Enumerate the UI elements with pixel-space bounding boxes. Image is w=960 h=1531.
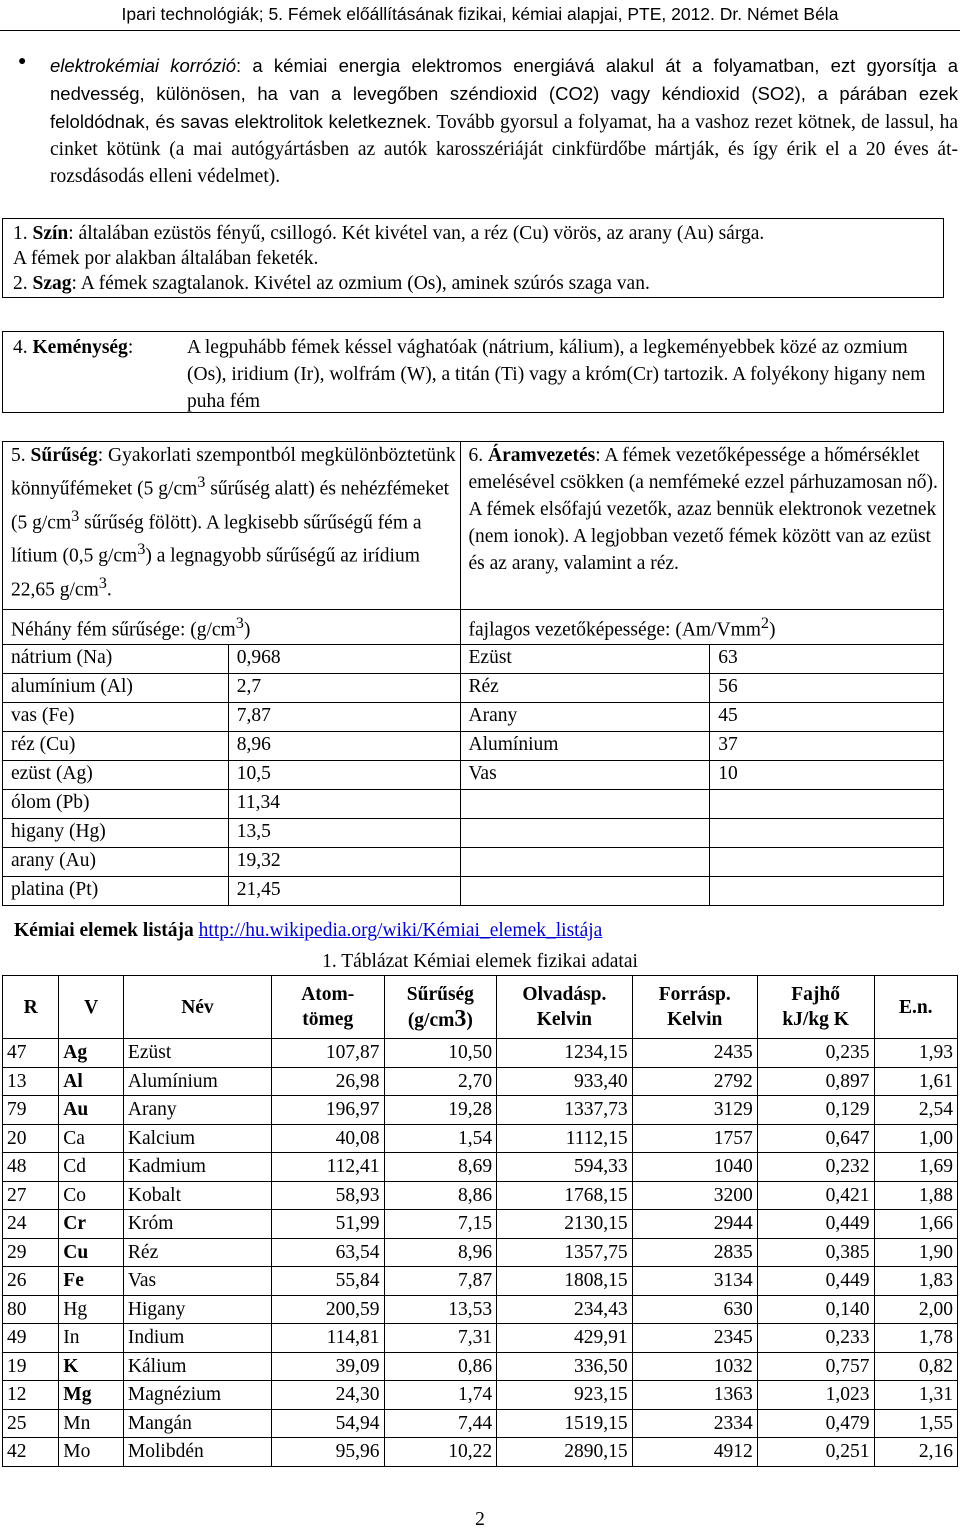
- empty-cell: [710, 876, 944, 905]
- element-density: 13,53: [384, 1295, 497, 1324]
- element-number: 26: [3, 1267, 59, 1296]
- density-conductivity-table: [2, 441, 944, 906]
- header-density-1: Sűrűség: [406, 983, 474, 1005]
- element-symbol: Fe: [59, 1267, 124, 1296]
- element-number: 42: [3, 1438, 59, 1467]
- element-name: Kobalt: [123, 1181, 271, 1210]
- smell-line: [13, 271, 943, 296]
- element-electronegativity: 0,82: [874, 1352, 957, 1381]
- element-boiling-point: 2435: [632, 1039, 757, 1068]
- element-density: 10,50: [384, 1039, 497, 1068]
- element-atomic-mass: 107,87: [271, 1039, 384, 1068]
- element-number: 29: [3, 1238, 59, 1267]
- page-header: Ipari technológiák; 5. Fémek előállításának fizikai, kémiai alapjai, PTE, 2012. Dr. Német Béla: [0, 0, 960, 31]
- element-number: 25: [3, 1409, 59, 1438]
- density-title-sup: 3: [235, 614, 244, 632]
- header-melting-1: Olvadásp.: [522, 984, 607, 1005]
- element-boiling-point: 2334: [632, 1409, 757, 1438]
- element-number: 49: [3, 1324, 59, 1353]
- density-metal-name: arany (Au): [3, 847, 229, 876]
- element-atomic-mass: 63,54: [271, 1238, 384, 1267]
- element-electronegativity: 1,31: [874, 1381, 957, 1410]
- element-melting-point: 1112,15: [497, 1124, 633, 1153]
- conductivity-table-title: [460, 610, 943, 645]
- conductivity-title-sup: 2: [760, 614, 770, 632]
- element-specific-heat: 0,251: [757, 1438, 874, 1467]
- element-specific-heat: 0,897: [757, 1067, 874, 1096]
- element-specific-heat: 0,232: [757, 1153, 874, 1182]
- element-boiling-point: 1363: [632, 1381, 757, 1410]
- elements-table: [2, 975, 958, 1467]
- element-atomic-mass: 112,41: [271, 1153, 384, 1182]
- element-melting-point: 1234,15: [497, 1039, 633, 1068]
- header-density-unit: (g/cm: [407, 1009, 455, 1031]
- element-specific-heat: 0,449: [757, 1267, 874, 1296]
- header-density-close: ): [466, 1009, 473, 1031]
- color-smell-box: [2, 218, 944, 298]
- element-number: 24: [3, 1210, 59, 1239]
- element-name: Higany: [123, 1295, 271, 1324]
- hardness-colon: :: [127, 337, 134, 358]
- conductivity-metal-name: Arany: [460, 702, 710, 731]
- table-row: [3, 1124, 958, 1153]
- corrosion-text-serif: Tovább gyorsul a folyamat, ha a vashoz rezet kötnek, de lassul, ha cinket kötünk (a mai autógyártásben az autók karosszériáját cinkfürdőbe mártják, és így érik el a 20 éves át-rozsdásodás elleni védelmet).: [50, 112, 958, 187]
- element-boiling-point: 630: [632, 1295, 757, 1324]
- element-number: 80: [3, 1295, 59, 1324]
- density-value: 21,45: [228, 876, 460, 905]
- table-row: [3, 760, 944, 789]
- density-value: 7,87: [228, 702, 460, 731]
- element-specific-heat: 0,757: [757, 1352, 874, 1381]
- element-name: Arany: [123, 1096, 271, 1125]
- elements-header-row: [3, 976, 958, 1039]
- header-boiling-point: [632, 976, 757, 1039]
- element-melting-point: 1808,15: [497, 1267, 633, 1296]
- conductivity-text: : A fémek vezetőképessége a hőmérséklet emelésével csökken (a nemfémeké ezzel párhuzamosan nő). A fémek elsőfajú vezetők, azaz bennük elektronok vezetnek (nem ionok). A legjobban vezető fémek között van az ezüst és az arany, valamint a réz.: [468, 445, 938, 574]
- header-specific-heat: [757, 976, 874, 1039]
- element-density: 1,54: [384, 1124, 497, 1153]
- header-density-sup: 3: [454, 1005, 467, 1032]
- density-sup-4: 3: [98, 573, 107, 592]
- element-density: 0,86: [384, 1352, 497, 1381]
- element-melting-point: 1519,15: [497, 1409, 633, 1438]
- element-number: 19: [3, 1352, 59, 1381]
- density-p5: .: [106, 579, 112, 600]
- header-r: R: [3, 976, 59, 1039]
- conductivity-metal-name: Alumínium: [460, 731, 710, 760]
- density-value: 8,96: [228, 731, 460, 760]
- element-name: Vas: [123, 1267, 271, 1296]
- density-sup-2: 3: [71, 506, 80, 525]
- element-symbol: In: [59, 1324, 124, 1353]
- conductivity-value: 63: [710, 644, 944, 673]
- element-atomic-mass: 54,94: [271, 1409, 384, 1438]
- element-density: 7,44: [384, 1409, 497, 1438]
- corrosion-text-sans: : a kémiai energia elektromos energiává alakul át a folyamatban, ezt gyorsítja a nedvesség, különösen, ha van a levegőben széndioxid (CO2) vagy kéndioxid (SO2), a párában ezek feloldódnak, és savas elektrolitok keletkeznek.: [50, 55, 958, 132]
- element-electronegativity: 1,00: [874, 1124, 957, 1153]
- elements-list-label: Kémiai elemek listája: [14, 920, 194, 941]
- element-symbol: Co: [59, 1181, 124, 1210]
- density-title-end: ): [243, 619, 251, 641]
- table-row: [3, 731, 944, 760]
- element-symbol: Mg: [59, 1381, 124, 1410]
- table-row: [3, 1181, 958, 1210]
- color-label: Szín: [32, 223, 69, 244]
- element-number: 12: [3, 1381, 59, 1410]
- element-number: 13: [3, 1067, 59, 1096]
- density-table-title: [3, 610, 461, 645]
- density-metal-name: platina (Pt): [3, 876, 229, 905]
- element-specific-heat: 0,129: [757, 1096, 874, 1125]
- element-melting-point: 594,33: [497, 1153, 633, 1182]
- element-name: Réz: [123, 1238, 271, 1267]
- element-electronegativity: 1,55: [874, 1409, 957, 1438]
- table-caption: 1. Táblázat Kémiai elemek fizikai adatai: [322, 951, 638, 972]
- element-density: 10,22: [384, 1438, 497, 1467]
- color-num: 1.: [13, 223, 33, 244]
- elements-list-line: [14, 920, 602, 942]
- density-label: Sűrűség: [30, 445, 98, 466]
- density-paragraph: [3, 442, 461, 610]
- element-electronegativity: 1,69: [874, 1153, 957, 1182]
- density-value: 13,5: [228, 818, 460, 847]
- corrosion-paragraph: [50, 52, 958, 190]
- element-electronegativity: 1,88: [874, 1181, 957, 1210]
- element-electronegativity: 1,66: [874, 1210, 957, 1239]
- element-melting-point: 429,91: [497, 1324, 633, 1353]
- element-boiling-point: 3200: [632, 1181, 757, 1210]
- powder-line: A fémek por alakban általában feketék.: [13, 248, 319, 269]
- element-atomic-mass: 40,08: [271, 1124, 384, 1153]
- element-density: 7,31: [384, 1324, 497, 1353]
- header-boiling-2: Kelvin: [667, 1009, 723, 1030]
- element-symbol: Ag: [59, 1039, 124, 1068]
- conductivity-label: Áramvezetés: [488, 445, 596, 466]
- element-boiling-point: 1040: [632, 1153, 757, 1182]
- element-melting-point: 234,43: [497, 1295, 633, 1324]
- element-specific-heat: 0,385: [757, 1238, 874, 1267]
- header-electronegativity: E.n.: [874, 976, 957, 1039]
- density-metal-name: ólom (Pb): [3, 789, 229, 818]
- density-num: 5.: [11, 445, 31, 466]
- header-density: [384, 976, 497, 1039]
- element-melting-point: 1357,75: [497, 1238, 633, 1267]
- density-p3: sűrűség fölött). A legkisebb sűrűségű fém a lítium (0,5 g/cm: [11, 512, 422, 567]
- header-density-2: [389, 1007, 493, 1033]
- element-electronegativity: 2,00: [874, 1295, 957, 1324]
- conductivity-metal-name: Réz: [460, 673, 710, 702]
- header-atomic-mass-2: tömeg: [302, 1009, 354, 1030]
- table-row: [3, 1096, 958, 1125]
- element-name: Kadmium: [123, 1153, 271, 1182]
- element-boiling-point: 2944: [632, 1210, 757, 1239]
- table-row: [3, 1295, 958, 1324]
- element-melting-point: 336,50: [497, 1352, 633, 1381]
- conductivity-value: 45: [710, 702, 944, 731]
- element-number: 48: [3, 1153, 59, 1182]
- element-electronegativity: 1,83: [874, 1267, 957, 1296]
- corrosion-bullet: [18, 52, 958, 190]
- table-row: [3, 1352, 958, 1381]
- table-row: [3, 644, 944, 673]
- corrosion-term: elektrokémiai korrózió: [50, 55, 237, 76]
- element-electronegativity: 2,54: [874, 1096, 957, 1125]
- header-boiling-1: Forrásp.: [658, 984, 731, 1005]
- density-value: 0,968: [228, 644, 460, 673]
- color-line: [13, 221, 943, 246]
- density-title-text: Néhány fém sűrűsége: (g/cm: [11, 619, 236, 641]
- header-heat-1: Fajhő: [791, 984, 841, 1005]
- table-row: [3, 876, 944, 905]
- empty-cell: [460, 789, 710, 818]
- element-atomic-mass: 196,97: [271, 1096, 384, 1125]
- element-specific-heat: 0,449: [757, 1210, 874, 1239]
- density-metal-name: réz (Cu): [3, 731, 229, 760]
- smell-num: 2.: [13, 273, 33, 294]
- element-electronegativity: 2,16: [874, 1438, 957, 1467]
- conductivity-value: 37: [710, 731, 944, 760]
- smell-text: : A fémek szagtalanok. Kivétel az ozmium (Os), aminek szúrós szaga van.: [71, 273, 650, 294]
- table-row: [3, 1267, 958, 1296]
- element-density: 8,96: [384, 1238, 497, 1267]
- element-symbol: Ca: [59, 1124, 124, 1153]
- element-specific-heat: 1,023: [757, 1381, 874, 1410]
- element-symbol: Cu: [59, 1238, 124, 1267]
- density-metal-name: nátrium (Na): [3, 644, 229, 673]
- element-atomic-mass: 55,84: [271, 1267, 384, 1296]
- element-name: Mangán: [123, 1409, 271, 1438]
- empty-cell: [710, 818, 944, 847]
- element-number: 79: [3, 1096, 59, 1125]
- element-symbol: Hg: [59, 1295, 124, 1324]
- element-number: 20: [3, 1124, 59, 1153]
- element-electronegativity: 1,93: [874, 1039, 957, 1068]
- density-sup-3: 3: [137, 540, 146, 558]
- element-electronegativity: 1,78: [874, 1324, 957, 1353]
- table-row: [3, 1409, 958, 1438]
- header-melting-point: [497, 976, 633, 1039]
- hardness-label: [13, 334, 133, 361]
- header-atomic-mass-1: Atom-: [301, 984, 355, 1005]
- element-melting-point: 2130,15: [497, 1210, 633, 1239]
- element-boiling-point: 2792: [632, 1067, 757, 1096]
- element-boiling-point: 1032: [632, 1352, 757, 1381]
- conductivity-metal-name: Vas: [460, 760, 710, 789]
- element-symbol: K: [59, 1352, 124, 1381]
- element-number: 47: [3, 1039, 59, 1068]
- element-atomic-mass: 95,96: [271, 1438, 384, 1467]
- conductivity-paragraph: [460, 442, 943, 610]
- element-density: 1,74: [384, 1381, 497, 1410]
- density-value: 10,5: [228, 760, 460, 789]
- conductivity-value: 10: [710, 760, 944, 789]
- element-name: Króm: [123, 1210, 271, 1239]
- element-specific-heat: 0,233: [757, 1324, 874, 1353]
- header-melting-2: Kelvin: [536, 1009, 593, 1030]
- table-row: [3, 1438, 958, 1467]
- header-atomic-mass: [271, 976, 384, 1039]
- element-melting-point: 923,15: [497, 1381, 633, 1410]
- table-row: [3, 702, 944, 731]
- element-name: Ezüst: [123, 1039, 271, 1068]
- hardness-num: 4.: [13, 337, 33, 358]
- table-row: [3, 1210, 958, 1239]
- header-v: V: [59, 976, 124, 1039]
- bullet-dot-icon: ●: [18, 54, 27, 69]
- element-symbol: Mn: [59, 1409, 124, 1438]
- density-p4: ) a legnagyobb sűrűségű az irídium 22,65 g/cm: [11, 545, 420, 600]
- element-electronegativity: 1,61: [874, 1067, 957, 1096]
- conductivity-metal-name: Ezüst: [460, 644, 710, 673]
- element-boiling-point: 3134: [632, 1267, 757, 1296]
- element-name: Molibdén: [123, 1438, 271, 1467]
- element-melting-point: 933,40: [497, 1067, 633, 1096]
- element-name: Magnézium: [123, 1381, 271, 1410]
- element-electronegativity: 1,90: [874, 1238, 957, 1267]
- table-row: [3, 1381, 958, 1410]
- density-p1: : Gyakorlati szempontból megkülönböztetünk könnyűfémeket (5 g/cm: [11, 445, 456, 500]
- table-row: [3, 1067, 958, 1096]
- header-nev: Név: [123, 976, 271, 1039]
- wikipedia-link[interactable]: http://hu.wikipedia.org/wiki/Kémiai_elemek_listája: [198, 920, 603, 941]
- element-symbol: Cr: [59, 1210, 124, 1239]
- table-row: [3, 1238, 958, 1267]
- element-atomic-mass: 51,99: [271, 1210, 384, 1239]
- header-heat-2: kJ/kg K: [782, 1009, 849, 1030]
- density-metal-name: ezüst (Ag): [3, 760, 229, 789]
- element-atomic-mass: 39,09: [271, 1352, 384, 1381]
- element-atomic-mass: 200,59: [271, 1295, 384, 1324]
- element-specific-heat: 0,140: [757, 1295, 874, 1324]
- element-boiling-point: 4912: [632, 1438, 757, 1467]
- element-specific-heat: 0,421: [757, 1181, 874, 1210]
- table-row: [3, 818, 944, 847]
- hardness-text: A legpuhább fémek késsel vághatóak (nátrium, kálium), a legkeményebbek közé az ozmium (Os), iridium (Ir), wolfrám (W), a titán (Ti) vagy a króm(Cr) tartozik. A folyékony higany nem puha fém: [187, 337, 926, 412]
- conductivity-value: 56: [710, 673, 944, 702]
- element-specific-heat: 0,479: [757, 1409, 874, 1438]
- element-specific-heat: 0,647: [757, 1124, 874, 1153]
- element-atomic-mass: 58,93: [271, 1181, 384, 1210]
- color-text: : általában ezüstös fényű, csillogó. Két kivétel van, a réz (Cu) vörös, az arany (Au) sárga.: [68, 223, 765, 244]
- element-symbol: Au: [59, 1096, 124, 1125]
- element-name: Kalcium: [123, 1124, 271, 1153]
- empty-cell: [460, 876, 710, 905]
- element-density: 8,86: [384, 1181, 497, 1210]
- element-symbol: Mo: [59, 1438, 124, 1467]
- element-density: 7,87: [384, 1267, 497, 1296]
- page-number: 2: [475, 1509, 485, 1530]
- density-metal-name: vas (Fe): [3, 702, 229, 731]
- element-atomic-mass: 24,30: [271, 1381, 384, 1410]
- table-row: [3, 1039, 958, 1068]
- hardness-box: [2, 331, 944, 413]
- element-boiling-point: 3129: [632, 1096, 757, 1125]
- element-melting-point: 1768,15: [497, 1181, 633, 1210]
- element-atomic-mass: 26,98: [271, 1067, 384, 1096]
- element-symbol: Al: [59, 1067, 124, 1096]
- element-boiling-point: 2345: [632, 1324, 757, 1353]
- empty-cell: [460, 847, 710, 876]
- element-name: Indium: [123, 1324, 271, 1353]
- density-p2: sűrűség alatt) és nehézfémeket (5 g/cm: [11, 478, 450, 533]
- table-row: [3, 789, 944, 818]
- element-name: Alumínium: [123, 1067, 271, 1096]
- conductivity-num: 6.: [468, 445, 489, 466]
- element-name: Kálium: [123, 1352, 271, 1381]
- empty-cell: [710, 847, 944, 876]
- empty-cell: [460, 818, 710, 847]
- conductivity-title-end: ): [769, 619, 776, 641]
- table-row: [3, 673, 944, 702]
- element-symbol: Cd: [59, 1153, 124, 1182]
- element-boiling-point: 2835: [632, 1238, 757, 1267]
- element-density: 2,70: [384, 1067, 497, 1096]
- smell-label: Szag: [32, 273, 72, 294]
- hardness-label-text: Keménység: [32, 337, 128, 358]
- element-melting-point: 1337,73: [497, 1096, 633, 1125]
- element-density: 19,28: [384, 1096, 497, 1125]
- density-value: 2,7: [228, 673, 460, 702]
- density-value: 19,32: [228, 847, 460, 876]
- table-row: [3, 1324, 958, 1353]
- density-sup-1: 3: [197, 473, 206, 491]
- element-atomic-mass: 114,81: [271, 1324, 384, 1353]
- element-melting-point: 2890,15: [497, 1438, 633, 1467]
- conductivity-title-text: fajlagos vezetőképessége: (Am/Vmm: [468, 619, 761, 641]
- table-row: [3, 847, 944, 876]
- element-number: 27: [3, 1181, 59, 1210]
- density-value: 11,34: [228, 789, 460, 818]
- element-boiling-point: 1757: [632, 1124, 757, 1153]
- element-density: 8,69: [384, 1153, 497, 1182]
- empty-cell: [710, 789, 944, 818]
- element-specific-heat: 0,235: [757, 1039, 874, 1068]
- density-metal-name: alumínium (Al): [3, 673, 229, 702]
- element-density: 7,15: [384, 1210, 497, 1239]
- density-metal-name: higany (Hg): [3, 818, 229, 847]
- table-row: [3, 1153, 958, 1182]
